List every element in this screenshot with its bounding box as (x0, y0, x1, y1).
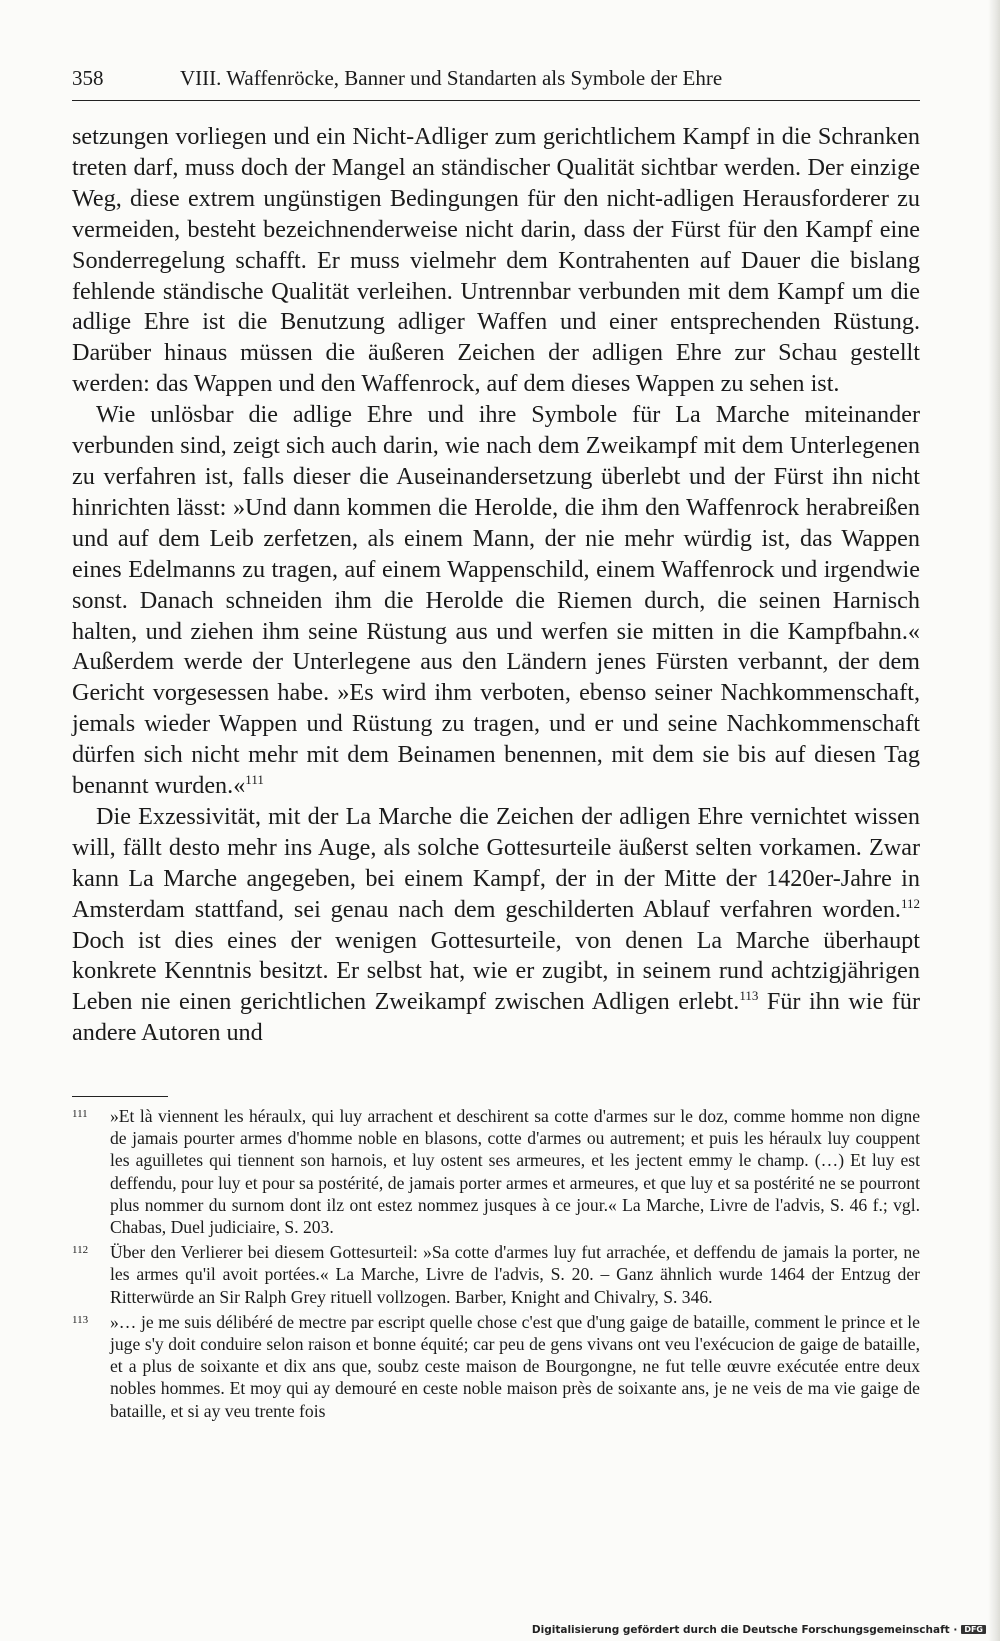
paragraph-3-text-c: Für ihn wie für andere Autoren und (72, 988, 921, 1047)
footnote-text: »Et là viennent les héraulx, qui luy arrachent et deschirent sa cotte d'armes sur le doz, comme homme non digne de jamais pourter armes d'homme noble en blasons, cotte d'armes ou autrement; et puis les héraulx luy couppent les aguilletes qui tiennent son harnois, et luy ostent ses armeures, et les jectent emmy le champ. (…) Et luy est deffendu, pour luy et pour sa postérité, de jamais porter armes et armeures, et que luy et sa postérité ne se pourront plus nommer du surnom dont ilz ont estez nommez jusques à ce jour.« La Marche, Livre de l'advis, S. 46 f.; vgl. Chabas, Duel judiciaire, S. 203. (110, 1106, 920, 1238)
footnote-text: Über den Verlierer bei diesem Gottesurteil: »Sa cotte d'armes luy fut arrachée, et deffendu de jamais la porter, ne les armes qu'il avoit portées.« La Marche, Livre de l'advis, S. 20. – Ganz ähnlich wurde 1464 der Entzug der Ritterwürde an Sir Ralph Grey rituell vollzogen. Barber, Knight and Chivalry, S. 346. (110, 1242, 920, 1307)
footnote-text: »… je me suis délibéré de mectre par escript quelle chose c'est que d'ung gaige de bataille, comment le prince et le juge s'y doit conduire selon raison et bonne équité; car peu de gens vivans ont veu l'exécucion de gaige de bataille, et a plus de soixante et dix ans que, soubz ceste maison de Bourgongne, ne fut telle œuvre exécutée entre deux nobles hommes. Et moy qui ay demouré en ceste noble maison près de soixante ans, je ne veis de ma vie gaige de bataille, et si ay veu trente fois (110, 1311, 920, 1421)
page-edge-shadow (988, 0, 1000, 1641)
page-number: 358 (72, 66, 104, 90)
footnote-number: 113 (72, 1313, 89, 1326)
footnote-ref-113[interactable]: 113 (739, 988, 759, 1004)
footnotes (72, 1105, 920, 1425)
paragraph-2-text: Wie unlösbar die adlige Ehre und ihre Symbole für La Marche miteinander verbunden sind, zeigt sich auch darin, wie nach dem Zweikampf mit dem Unterlegenen zu verfahren ist, falls dieser die Auseinandersetzung überlebt und der Fürst ihn nicht hinrichten lässt: »Und dann kommen die Herolde, die ihm den Waffenrock herabreißen und auf dem Leib zerfetzen, als einem Mann, der nie mehr würdig ist, das Wappen eines Edelmanns zu tragen, auf einem Wappenschild, einem Waffenrock und irgendwie sonst. Danach schneiden ihm die Herolde die Riemen durch, die seinen Harnisch halten, und ziehen ihm seine Rüstung aus und werfen sie mitten in die Kampfbahn.« Außerdem werde der Unterlegene aus den Ländern jenes Fürsten verbannt, der dem Gericht vorgesessen habe. »Es wird ihm verboten, ebenso seiner Nachkommenschaft, jemals wieder Wappen und Rüstung zu tragen, und er und seine Nachkommenschaft dürfen sich nicht mehr mit dem Beinamen benennen, mit dem sie bis auf diesen Tag benannt wurden.« (72, 401, 920, 800)
footnote-number: 111 (72, 1108, 88, 1120)
credit-text: Digitalisierung gefördert durch die Deutsche Forschungsgemeinschaft · (531, 1624, 958, 1636)
paragraph-3-text-a: Die Exzessivität, mit der La Marche die Zeichen der adligen Ehre vernichtet wissen will, fällt desto mehr ins Auge, als solche Gottesurteile äußerst selten vorkamen. Zwar kann La Marche angegeben, bei einem Kampf, der in der Mitte der 1420er-Jahre in Amsterdam stattfand, sei genau nach dem geschilderten Ablauf verfahren worden. (72, 802, 920, 923)
paragraph-3 (72, 802, 920, 1049)
footnote-ref-111[interactable]: 111 (245, 771, 264, 787)
running-title: VIII. Waffenröcke, Banner und Standarten als Symbole der Ehre (180, 66, 723, 90)
footnote-113 (72, 1311, 920, 1422)
footnote-number: 112 (72, 1244, 89, 1257)
running-header (72, 60, 920, 101)
paragraph-2 (72, 400, 920, 802)
footnote-111 (72, 1105, 920, 1238)
digitization-credit (532, 1624, 986, 1636)
footnote-112 (72, 1241, 920, 1308)
main-text (72, 122, 920, 1049)
footnote-ref-112[interactable]: 112 (900, 895, 920, 911)
paragraph-3-text-b: Doch ist dies eines der wenigen Gottesurteile, von denen La Marche überhaupt konkrete Kenntnis besitzt. Er selbst hat, wie er zugibt, in seinem rund achtzigjährigen Leben nie einen gerichtlichen Zweikampf zwischen Adligen erlebt. (72, 926, 920, 1016)
footnote-divider (72, 1096, 168, 1097)
dfg-logo: DFG (961, 1625, 986, 1634)
paragraph-1 (72, 122, 920, 400)
paragraph-1-text: setzungen vorliegen und ein Nicht-Adliger zum gerichtlichem Kampf in die Schranken treten darf, muss doch der Mangel an ständischer Qualität sichtbar werden. Der einzige Weg, diese extrem ungünstigen Bedingungen für den nicht-adligen Herausforderer zu vermeiden, besteht bezeichnenderweise nicht darin, dass der Fürst für den Kampf eine Sonderregelung schafft. Er muss vielmehr dem Kontrahenten auf Dauer die bislang fehlende ständische Qualität verleihen. Untrennbar verbunden mit dem Kampf um die adlige Ehre ist die Benutzung adliger Waffen und einer entsprechenden Rüstung. Darüber hinaus müssen die äußeren Zeichen der adligen Ehre zur Schau gestellt werden: das Wappen und den Waffenrock, auf dem dieses Wappen zu sehen ist. (72, 123, 920, 398)
